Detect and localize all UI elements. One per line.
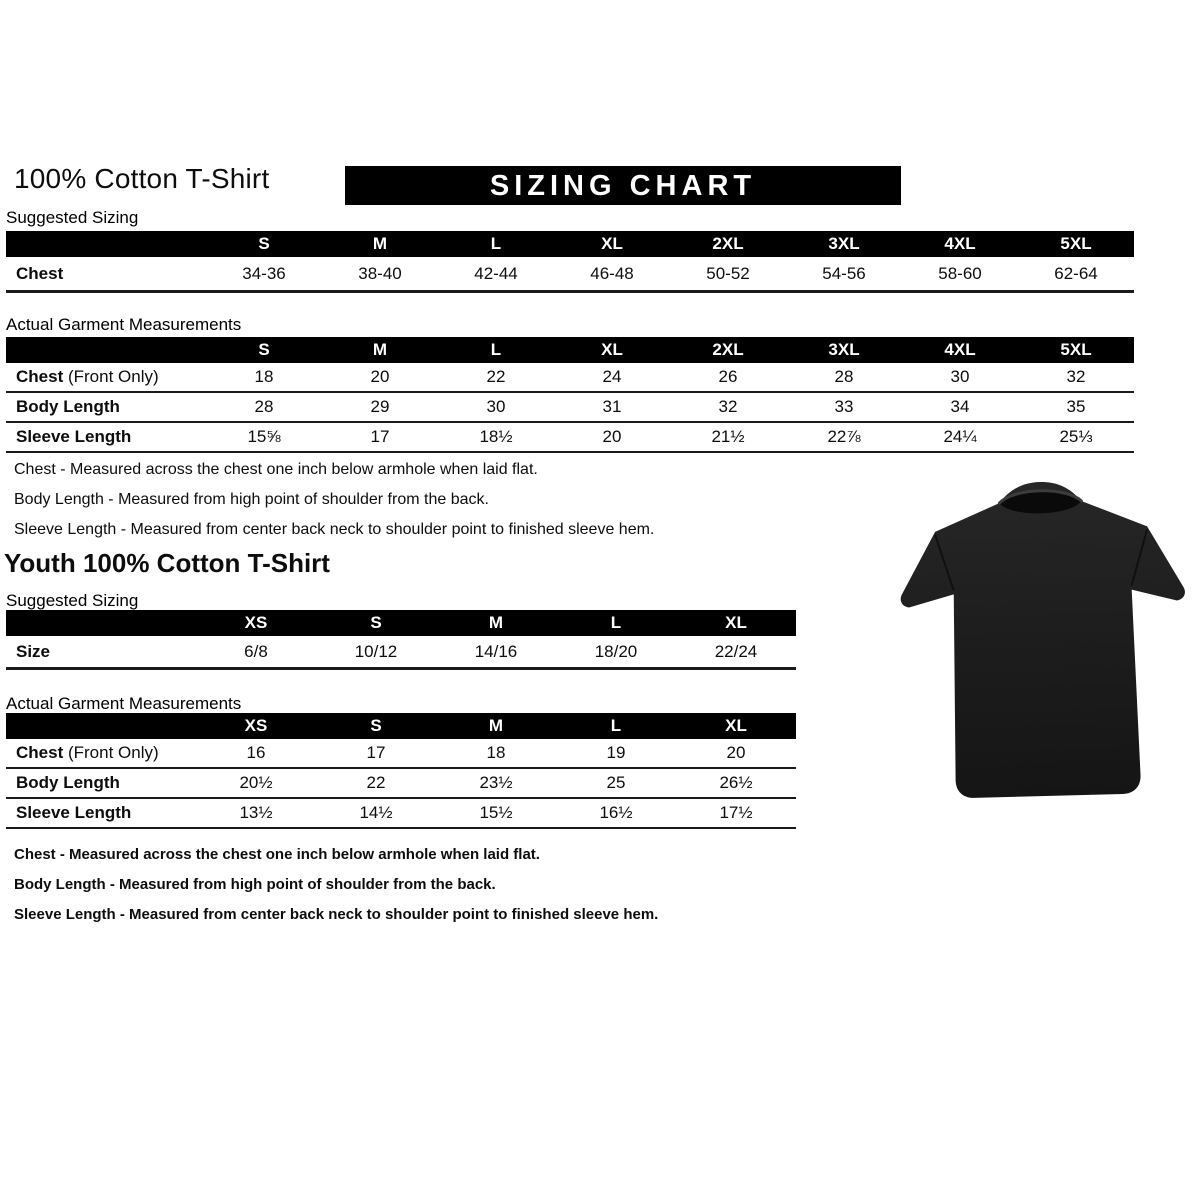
measurement-cell: 20 [676, 739, 796, 768]
measurement-cell: 29 [322, 392, 438, 422]
size-col-header: 4XL [902, 337, 1018, 363]
measurement-cell: 22 [316, 768, 436, 798]
measurement-cell: 16 [196, 739, 316, 768]
table-row [6, 636, 796, 669]
tshirt-graphic [898, 476, 1190, 806]
measurement-cell: 15⅝ [206, 422, 322, 452]
row-label-main: Chest [16, 367, 64, 386]
row-label-main: Sleeve Length [16, 427, 132, 446]
table-row [6, 768, 796, 798]
measurement-cell: 34 [902, 392, 1018, 422]
youth-garment-table [6, 713, 796, 829]
size-col-header: 2XL [670, 231, 786, 257]
measurement-cell: 18½ [438, 422, 554, 452]
size-col-header: XL [676, 610, 796, 636]
youth-suggested-header-row [6, 610, 796, 636]
size-col-header: XL [676, 713, 796, 739]
size-col-header: L [438, 337, 554, 363]
measurement-cell: 17 [316, 739, 436, 768]
row-label-suffix: (Front Only) [63, 367, 159, 386]
row-label [6, 768, 196, 798]
row-label-main: Chest [16, 743, 64, 762]
measurement-note: Chest - Measured across the chest one inch below armhole when laid flat. [14, 461, 538, 478]
size-col-header: 3XL [786, 231, 902, 257]
size-col-header: L [556, 610, 676, 636]
measurement-cell: 26½ [676, 768, 796, 798]
youth-suggested-sizing-label: Suggested Sizing [6, 591, 139, 610]
adult-suggested-header-row [6, 231, 1134, 257]
size-col-header: 3XL [786, 337, 902, 363]
size-col-header: 5XL [1018, 231, 1134, 257]
measurement-cell: 62-64 [1018, 257, 1134, 292]
measurement-cell: 21½ [670, 422, 786, 452]
size-col-header: XL [554, 231, 670, 257]
table-row [6, 739, 796, 768]
measurement-cell: 6/8 [196, 636, 316, 669]
table-row [6, 422, 1134, 452]
row-label [6, 798, 196, 828]
measurement-cell: 17 [322, 422, 438, 452]
adult-garment-table [6, 337, 1134, 453]
tshirt-image [898, 476, 1190, 806]
adult-garment-measurements-label: Actual Garment Measurements [6, 315, 242, 334]
measurement-cell: 16½ [556, 798, 676, 828]
measurement-cell: 22 [438, 363, 554, 392]
adult-garment-header-row [6, 337, 1134, 363]
measurement-cell: 35 [1018, 392, 1134, 422]
measurement-cell: 20½ [196, 768, 316, 798]
table-row [6, 257, 1134, 292]
size-col-header: S [316, 610, 436, 636]
row-label-suffix: (Front Only) [63, 743, 159, 762]
size-col-header: 4XL [902, 231, 1018, 257]
size-col-header: M [436, 610, 556, 636]
measurement-cell: 58-60 [902, 257, 1018, 292]
row-label [6, 739, 196, 768]
product-title: 100% Cotton T-Shirt [14, 163, 270, 194]
measurement-note: Body Length - Measured from high point of shoulder from the back. [14, 491, 489, 508]
measurement-note: Body Length - Measured from high point of shoulder from the back. [14, 876, 496, 893]
corner-cell [6, 610, 196, 636]
size-col-header: 5XL [1018, 337, 1134, 363]
measurement-cell: 28 [206, 392, 322, 422]
measurement-cell: 32 [1018, 363, 1134, 392]
youth-product-title: Youth 100% Cotton T-Shirt [4, 548, 330, 578]
measurement-cell: 24 [554, 363, 670, 392]
measurement-cell: 14½ [316, 798, 436, 828]
measurement-cell: 10/12 [316, 636, 436, 669]
measurement-cell: 20 [554, 422, 670, 452]
measurement-cell: 30 [438, 392, 554, 422]
table-row [6, 392, 1134, 422]
measurement-cell: 50-52 [670, 257, 786, 292]
measurement-note: Sleeve Length - Measured from center back neck to shoulder point to finished sleeve hem. [14, 906, 659, 923]
youth-suggested-table [6, 610, 796, 670]
size-col-header: L [438, 231, 554, 257]
table-row [6, 798, 796, 828]
measurement-cell: 46-48 [554, 257, 670, 292]
measurement-cell: 54-56 [786, 257, 902, 292]
row-label: Size [6, 636, 196, 669]
measurement-cell: 20 [322, 363, 438, 392]
size-col-header: S [316, 713, 436, 739]
measurement-cell: 18 [436, 739, 556, 768]
measurement-cell: 25 [556, 768, 676, 798]
row-label-main: Sleeve Length [16, 803, 132, 822]
table-row [6, 363, 1134, 392]
corner-cell [6, 337, 206, 363]
measurement-cell: 14/16 [436, 636, 556, 669]
size-col-header: S [206, 337, 322, 363]
measurement-cell: 31 [554, 392, 670, 422]
row-label [6, 422, 206, 452]
size-col-header: 2XL [670, 337, 786, 363]
measurement-cell: 33 [786, 392, 902, 422]
measurement-cell: 34-36 [206, 257, 322, 292]
measurement-cell: 22⅞ [786, 422, 902, 452]
corner-cell [6, 231, 206, 257]
adult-suggested-table [6, 231, 1134, 293]
row-label [6, 392, 206, 422]
tshirt-body [898, 478, 1190, 799]
size-col-header: M [436, 713, 556, 739]
size-col-header: XS [196, 610, 316, 636]
row-label-main: Body Length [16, 397, 120, 416]
sizing-chart-banner: SIZING CHART [345, 166, 901, 205]
corner-cell [6, 713, 196, 739]
measurement-cell: 30 [902, 363, 1018, 392]
measurement-cell: 18 [206, 363, 322, 392]
measurement-cell: 18/20 [556, 636, 676, 669]
row-label [6, 363, 206, 392]
size-col-header: XS [196, 713, 316, 739]
measurement-note: Chest - Measured across the chest one inch below armhole when laid flat. [14, 846, 540, 863]
youth-measurement-notes [14, 840, 658, 930]
measurement-cell: 26 [670, 363, 786, 392]
row-label: Chest [6, 257, 206, 292]
measurement-cell: 24¼ [902, 422, 1018, 452]
measurement-cell: 15½ [436, 798, 556, 828]
measurement-cell: 25⅓ [1018, 422, 1134, 452]
measurement-cell: 17½ [676, 798, 796, 828]
adult-suggested-sizing-label: Suggested Sizing [6, 208, 139, 227]
size-col-header: S [206, 231, 322, 257]
size-col-header: L [556, 713, 676, 739]
measurement-cell: 13½ [196, 798, 316, 828]
row-label-main: Body Length [16, 773, 120, 792]
measurement-cell: 22/24 [676, 636, 796, 669]
size-col-header: M [322, 231, 438, 257]
measurement-cell: 19 [556, 739, 676, 768]
measurement-cell: 32 [670, 392, 786, 422]
measurement-cell: 23½ [436, 768, 556, 798]
measurement-cell: 42-44 [438, 257, 554, 292]
size-col-header: XL [554, 337, 670, 363]
measurement-note: Sleeve Length - Measured from center back neck to shoulder point to finished sleeve hem. [14, 521, 655, 538]
measurement-cell: 38-40 [322, 257, 438, 292]
youth-garment-measurements-label: Actual Garment Measurements [6, 694, 242, 713]
youth-garment-header-row [6, 713, 796, 739]
measurement-cell: 28 [786, 363, 902, 392]
size-col-header: M [322, 337, 438, 363]
adult-measurement-notes [14, 455, 654, 545]
